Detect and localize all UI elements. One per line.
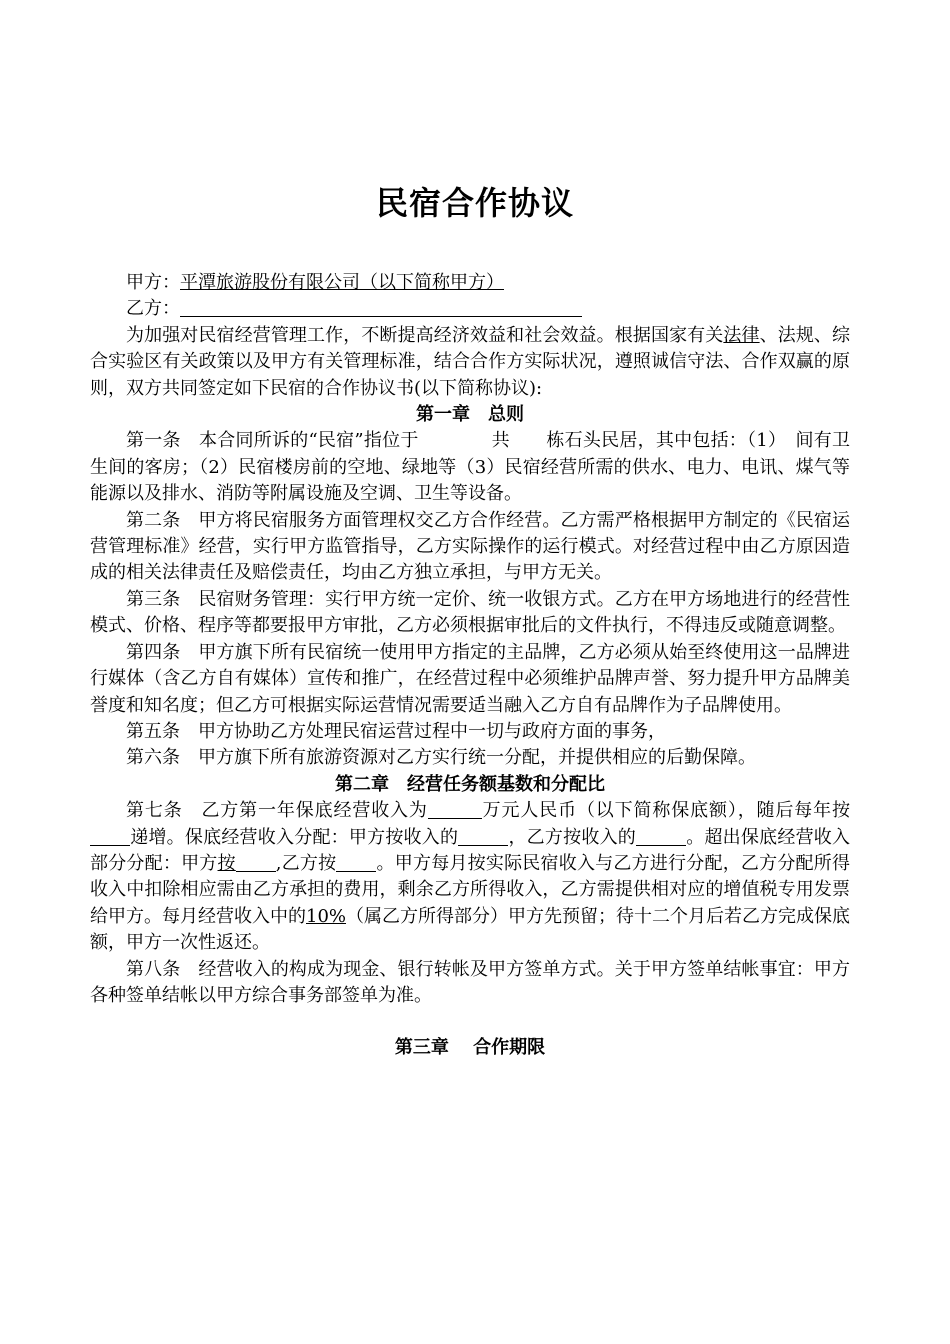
article-7 bbox=[90, 798, 850, 956]
article-4: 第四条 甲方旗下所有民宿统一使用甲方指定的主品牌，乙方必须从始至终使用这一品牌进行媒体（含乙方自有媒体）宣传和推广，在经营过程中必须维护品牌声誉、努力提升甲方品牌美誉度和知名度；但乙方可根据实际运营情况需要适当融入乙方自有品牌作为子品牌使用。 bbox=[90, 641, 850, 716]
intro-paragraph bbox=[90, 323, 850, 402]
party-b-blank bbox=[180, 296, 582, 317]
party-b-share-blank bbox=[636, 825, 686, 846]
article-2: 第二条 甲方将民宿服务方面管理权交乙方合作经营。乙方需严格根据甲方制定的《民宿运营管理标准》经营，实行甲方监管指导，乙方实际操作的运行模式。对经营过程中由乙方原因造成的相关法律责任及赔偿责任，均由乙方独立承担，与甲方无关。 bbox=[90, 509, 850, 584]
increase-rate-blank bbox=[90, 825, 130, 846]
article-7-text-e: 。超出保底经营收入部分分配：甲方 bbox=[90, 826, 851, 874]
party-b-line bbox=[90, 296, 850, 322]
excess-party-b-blank bbox=[336, 851, 376, 872]
party-a-share-blank bbox=[458, 825, 508, 846]
article-7-text-a: 第七条 乙方第一年保底经营收入为 bbox=[126, 800, 428, 822]
chapter-1-heading: 第一章 总则 bbox=[416, 404, 524, 426]
party-a-value: 平潭旅游股份有限公司（以下简称甲方） bbox=[180, 272, 504, 293]
article-3: 第三条 民宿财务管理：实行甲方统一定价、统一收银方式。乙方在甲方场地进行的经营性模式、价格、程序等都要报甲方审批，乙方必须根据审批后的文件执行，不得违反或随意调整。 bbox=[90, 588, 850, 637]
article-6: 第六条 甲方旗下所有旅游资源对乙方实行统一分配，并提供相应的后勤保障。 bbox=[126, 747, 756, 769]
spacer bbox=[90, 1009, 850, 1035]
article-8: 第八条 经营收入的构成为现金、银行转帐及甲方签单方式。关于甲方签单结帐事宜：甲方各种签单结帐以甲方综合事务部签单为准。 bbox=[90, 958, 850, 1006]
article-7-an: 按 bbox=[217, 852, 236, 874]
intro-text-1: 为加强对民宿经营管理工作，不断提高经济效益和社会效益。根据国家有关 bbox=[126, 324, 724, 346]
party-b-label: 乙方： bbox=[126, 298, 180, 320]
excess-party-a-blank bbox=[236, 851, 276, 872]
chapter-3-heading: 第三章 合作期限 bbox=[394, 1037, 546, 1059]
article-7-text-b: 万元人民币（以下简称保底额），随后每年按 bbox=[481, 800, 851, 822]
article-7-text-h: （属乙方所得部分）甲方先预留；待十二个月后若乙方完成保底额，甲方一次性返还。 bbox=[90, 905, 851, 954]
intro-text-2: 、法规、综合实验区有关政策以及甲方有关管理标准，结合合作方实际状况，遵照诚信守法、合作双赢的原则，双方共同签定如下民宿的合作协议书(以下简称协议): bbox=[90, 324, 851, 399]
article-7-text-c: 递增。保底经营收入分配：甲方按收入的 bbox=[130, 826, 459, 848]
article-7-text-g: 。甲方每月按实际民宿收入与乙方进行分配，乙方分配所得收入中扣除相应需由乙方承担的费用，剩余乙方所得收入，乙方需提供相对应的增值税专用发票给甲方。每月经营收入中的 bbox=[90, 852, 850, 927]
intro-law-link: 法律 bbox=[723, 324, 760, 346]
party-a-label: 甲方： bbox=[126, 272, 180, 293]
article-7-text-f: ,乙方按 bbox=[275, 852, 337, 874]
article-1: 第一条 本合同所诉的“民宿”指位于 共 栋石头民居，其中包括：（1） 间有卫生间的客房；（2）民宿楼房前的空地、绿地等（3）民宿经营所需的供水、电力、电讯、煤气等能源以及排水、消防等附属设施及空调、卫生等设备。 bbox=[90, 430, 850, 505]
document-title: 民宿合作协议 bbox=[375, 184, 574, 222]
article-5: 第五条 甲方协助乙方处理民宿运营过程中一切与政府方面的事务， bbox=[126, 720, 666, 742]
chapter-2-heading: 第二章 经营任务额基数和分配比 bbox=[335, 773, 605, 795]
guarantee-amount-blank bbox=[428, 798, 482, 819]
article-7-text-d: ，乙方按收入的 bbox=[508, 826, 637, 848]
party-a-line bbox=[90, 270, 850, 296]
reserve-percent: 10% bbox=[306, 905, 347, 927]
document-body bbox=[90, 270, 850, 1062]
